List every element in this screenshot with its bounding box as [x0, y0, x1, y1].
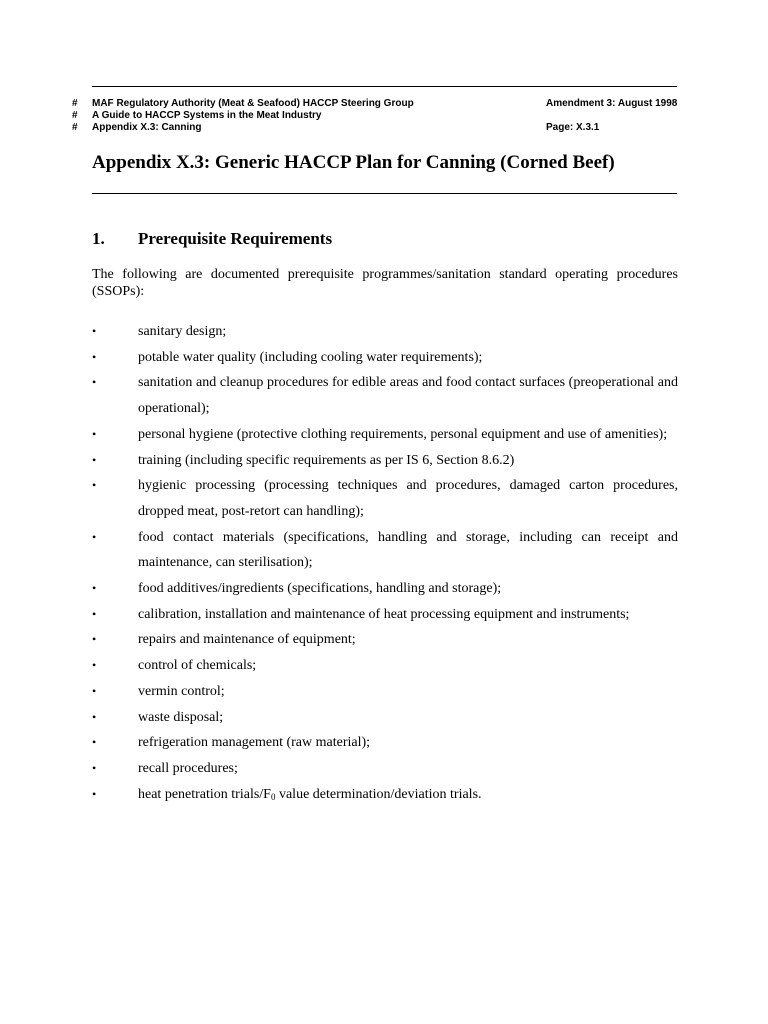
page-title: Appendix X.3: Generic HACCP Plan for Canning (Corned Beef) [92, 152, 615, 173]
list-item [92, 730, 678, 756]
list-item [92, 422, 678, 448]
header-guide-title: A Guide to HACCP Systems in the Meat Industry [92, 110, 322, 121]
prerequisite-list [92, 319, 678, 807]
list-item [92, 782, 678, 808]
bullet-icon: • [92, 632, 97, 647]
list-item-text: refrigeration management (raw material); [138, 735, 371, 751]
header-organisation: MAF Regulatory Authority (Meat & Seafood) HACCP Steering Group [92, 98, 414, 109]
list-item [92, 319, 678, 345]
list-item-text: vermin control; [138, 683, 225, 699]
list-item [92, 756, 678, 782]
bullet-icon: • [92, 760, 97, 775]
list-item [92, 679, 678, 705]
list-item [92, 705, 678, 731]
header-row-1 [72, 98, 682, 110]
bullet-icon: • [92, 452, 97, 467]
list-item-text: potable water quality (including cooling water requirements); [138, 349, 483, 365]
list-item-text: recall procedures; [138, 760, 238, 776]
document-header [72, 98, 682, 134]
bullet-icon: • [92, 658, 97, 673]
bullet-icon: • [92, 375, 97, 390]
list-item-text: calibration, installation and maintenance of heat processing equipment and instruments; [138, 606, 630, 622]
header-amendment: Amendment 3: August 1998 [546, 98, 678, 109]
list-item [92, 345, 678, 371]
list-item [92, 448, 678, 474]
bullet-icon: • [92, 709, 97, 724]
list-item-text: sanitation and cleanup procedures for edible areas and food contact surfaces (preoperational and operational); [138, 375, 678, 417]
bullet-icon: • [92, 786, 97, 801]
header-appendix: Appendix X.3: Canning [92, 122, 202, 133]
list-item-text: control of chemicals; [138, 658, 257, 674]
header-page-number: Page: X.3.1 [546, 122, 600, 133]
subscript-text: 0 [270, 791, 276, 802]
list-item-text: waste disposal; [138, 709, 224, 725]
title-bottom-rule [92, 193, 677, 194]
list-item-text: training (including specific requirements as per IS 6, Section 8.6.2) [138, 452, 515, 468]
bullet-icon: • [92, 478, 97, 493]
bullet-icon: • [92, 735, 97, 750]
list-item-text: value determination/deviation trials. [275, 786, 482, 802]
list-item-text: personal hygiene (protective clothing requirements, personal equipment and use of amenities); [138, 426, 668, 442]
list-item [92, 627, 678, 653]
list-item-text: repairs and maintenance of equipment; [138, 632, 356, 648]
bullet-icon: • [92, 606, 97, 621]
header-row-2 [72, 110, 682, 122]
section-intro: The following are documented prerequisite programmes/sanitation standard operating procedures (SSOPs): [92, 267, 678, 299]
list-item [92, 370, 678, 421]
section-number: 1. [92, 229, 105, 248]
list-item [92, 602, 678, 628]
bullet-icon: • [92, 324, 97, 338]
bullet-icon: • [92, 683, 97, 698]
list-item-text: sanitary design; [138, 324, 227, 339]
header-hash-mark: # [72, 110, 78, 121]
header-hash-mark: # [72, 98, 78, 109]
bullet-icon: • [92, 426, 97, 441]
list-item-text: heat penetration trials/F [138, 786, 271, 802]
list-item-text: food contact materials (specifications, handling and storage, including can receipt and maintenance, can sterilisation); [138, 529, 678, 571]
bullet-icon: • [92, 349, 97, 364]
header-row-3 [72, 122, 682, 134]
list-item-text: food additives/ingredients (specifications, handling and storage); [138, 581, 502, 597]
list-item [92, 525, 678, 576]
section-title: Prerequisite Requirements [138, 229, 333, 248]
bullet-icon: • [92, 581, 97, 596]
header-top-rule [92, 86, 677, 87]
list-item [92, 653, 678, 679]
header-hash-mark: # [72, 122, 78, 133]
list-item-text: hygienic processing (processing techniques and procedures, damaged carton procedures, dropped meat, post-retort can handling); [138, 478, 678, 519]
bullet-icon: • [92, 529, 97, 544]
list-item [92, 576, 678, 602]
section-heading [92, 229, 332, 249]
list-item [92, 473, 678, 524]
